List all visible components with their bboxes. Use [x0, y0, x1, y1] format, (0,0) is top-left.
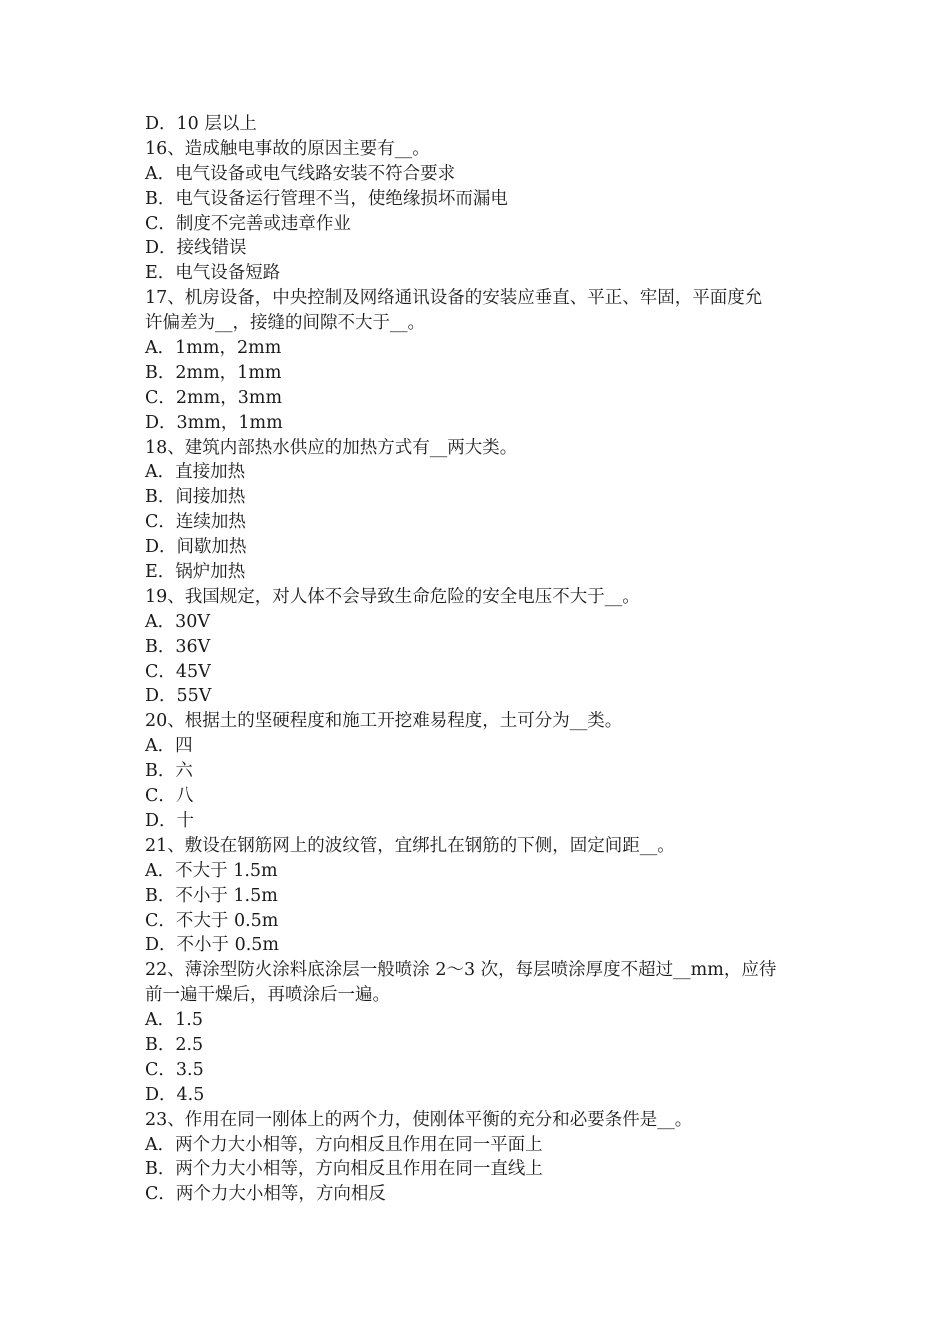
question-line-continued: 前一遍干燥后，再喷涂后一遍。: [145, 985, 390, 1006]
option-line: C．八: [145, 786, 194, 807]
question-line-continued: 许偏差为__，接缝的间隙不大于__。: [145, 313, 425, 334]
option-line: D．10 层以上: [145, 114, 257, 134]
option-line: C．2mm，3mm: [145, 387, 283, 408]
option-line: A．30V: [145, 611, 211, 632]
option-line: A．两个力大小相等，方向相反且作用在同一平面上: [145, 1134, 543, 1155]
option-line: E．锅炉加热: [145, 562, 246, 583]
option-line: C．3.5: [145, 1059, 204, 1080]
option-line: B．不小于 1.5m: [145, 885, 278, 906]
question-line: 18、建筑内部热水供应的加热方式有__两大类。: [145, 437, 518, 458]
question-line: 19、我国规定，对人体不会导致生命危险的安全电压不大于__。: [145, 586, 640, 607]
question-line: 16、造成触电事故的原因主要有__。: [145, 138, 430, 159]
document-body: [145, 112, 825, 1207]
option-line: A．电气设备或电气线路安装不符合要求: [145, 163, 456, 184]
option-line: D．3mm，1mm: [145, 412, 283, 433]
option-line: A．直接加热: [145, 462, 246, 483]
option-line: C．制度不完善或违章作业: [145, 213, 351, 234]
option-line: B．六: [145, 761, 193, 782]
option-line: A．四: [145, 736, 193, 757]
option-line: C．两个力大小相等，方向相反: [145, 1184, 386, 1205]
option-line: A．1.5: [145, 1010, 203, 1031]
option-line: B．2.5: [145, 1034, 204, 1055]
option-line: B．36V: [145, 636, 211, 657]
option-line: C．连续加热: [145, 512, 246, 533]
option-line: A．不大于 1.5m: [145, 860, 278, 881]
option-line: D．接线错误: [145, 238, 247, 259]
option-line: B．电气设备运行管理不当，使绝缘损坏而漏电: [145, 188, 508, 209]
option-line: D．间歇加热: [145, 537, 247, 558]
option-line: B．两个力大小相等，方向相反且作用在同一直线上: [145, 1159, 543, 1180]
option-line: A．1mm，2mm: [145, 338, 282, 359]
question-line: 17、机房设备，中央控制及网络通讯设备的安装应垂直、平正、牢固，平面度允: [145, 288, 763, 309]
option-line: E．电气设备短路: [145, 263, 281, 284]
option-line: C．不大于 0.5m: [145, 910, 279, 931]
option-line: D．4.5: [145, 1084, 205, 1105]
option-line: D．十: [145, 810, 195, 831]
option-line: B．间接加热: [145, 487, 246, 508]
option-line: B．2mm，1mm: [145, 362, 282, 383]
option-line: D．不小于 0.5m: [145, 935, 280, 956]
question-line: 20、根据土的坚硬程度和施工开挖难易程度，土可分为__类。: [145, 711, 623, 732]
question-line: 21、敷设在钢筋网上的波纹管，宜绑扎在钢筋的下侧，固定间距__。: [145, 835, 675, 856]
question-line: 23、作用在同一刚体上的两个力，使刚体平衡的充分和必要条件是__。: [145, 1109, 693, 1130]
question-line: 22、薄涂型防火涂料底涂层一般喷涂 2～3 次，每层喷涂厚度不超过__mm，应待: [145, 960, 777, 981]
option-line: D．55V: [145, 686, 212, 707]
option-line: C．45V: [145, 661, 211, 682]
